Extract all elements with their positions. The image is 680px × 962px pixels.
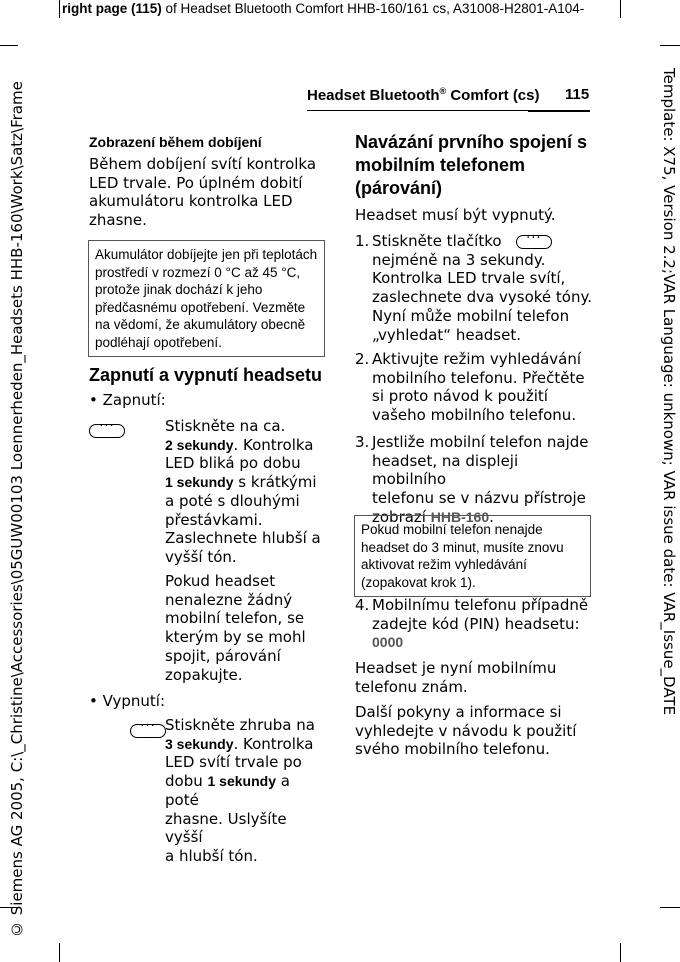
charging-note: Akumulátor dobíjejte jen při teplotách prostředí v rozmezí 0 °C až 45 °C, protože jinak dochází k jeho předčasnému opotřebení. Vezměte na vědomí, že akumulátory obecně podléhají opotřebení.	[88, 240, 325, 357]
header-rule-thin	[307, 110, 590, 111]
on-instructions: Stiskněte na ca. 2 sekundy. Kontrolka LED bliká po dobu 1 sekundy s krátkými a poté s dlouhými přestávkami. Zaslechnete hlubší a vyšší tón.	[165, 417, 321, 566]
off-instructions: Stiskněte zhruba na 3 sekundy. Kontrolka LED svítí trvale po dobu 1 sekundy a poté zhasne. Uslyšíte vyšší a hlubší tón.	[165, 716, 315, 865]
pairing-intro: Headset musí být vypnutý.	[355, 206, 556, 224]
on-extra-paragraph: Pokud headset nenalezne žádný mobilní telefon, se kterým by se mohl spojit, párování zopakujte.	[165, 572, 306, 684]
on-bullet	[89, 391, 166, 410]
crop-mark	[620, 0, 621, 18]
page-number: 115	[565, 86, 590, 103]
top-header	[0, 0, 680, 22]
side-template-info: Template: X75, Version 2.2;VAR Language: unknown; VAR issue date: VAR_Issue_DATE	[660, 68, 678, 716]
pairing-note: Pokud mobilní telefon nenajde headset do 3 minut, musíte znovu aktivovat režim vyhledávání (zopakovat krok 1).	[354, 515, 591, 597]
running-header-title: Headset Bluetooth® Comfort (cs)	[307, 86, 540, 104]
bullet-dot: •	[89, 692, 103, 710]
crop-mark	[0, 45, 18, 46]
side-copyright-path: © Siemens AG 2005, C:\_Christine\Accessories\05GUW00103 Loennerheden_Headsets HHB-160\Work\Satz\Frame	[8, 81, 26, 938]
more-info-paragraph: Další pokyny a informace si vyhledejte v návodu k použití svého mobilního telefonu.	[355, 703, 577, 759]
bullet-dot: •	[89, 391, 103, 409]
pairing-heading: Navázání prvního spojení s mobilním telefonem (párování)	[355, 132, 588, 198]
headset-button-icon	[89, 424, 125, 438]
top-header-text: right page (115) of Headset Bluetooth Comfort HHB-160/161 cs, A31008-H2801-A104-	[62, 1, 585, 16]
crop-mark	[660, 907, 680, 908]
charging-heading: Zobrazení během dobíjení	[89, 134, 262, 150]
crop-mark	[59, 943, 60, 962]
headset-button-icon	[130, 724, 166, 738]
off-label: Vypnutí:	[102, 692, 165, 710]
crop-mark	[59, 0, 60, 18]
onoff-heading: Zapnutí a vypnutí headsetu	[89, 365, 323, 385]
step-number: 2.	[355, 350, 370, 368]
known-paragraph: Headset je nyní mobilnímu telefonu znám.	[355, 659, 557, 696]
step-number: 3.	[355, 433, 370, 451]
step-number: 4.	[355, 596, 370, 614]
off-bullet	[89, 692, 165, 711]
on-label: Zapnutí:	[102, 391, 166, 409]
charging-paragraph: Během dobíjení svítí kontrolka LED trvale. Po úplném dobití akumulátoru kontrolka LED zhasne.	[89, 155, 317, 230]
crop-mark	[620, 943, 621, 962]
crop-mark	[660, 45, 680, 46]
step-number: 1.	[355, 232, 370, 250]
pin-code: 0000	[372, 634, 404, 651]
headset-button-icon	[516, 235, 552, 249]
